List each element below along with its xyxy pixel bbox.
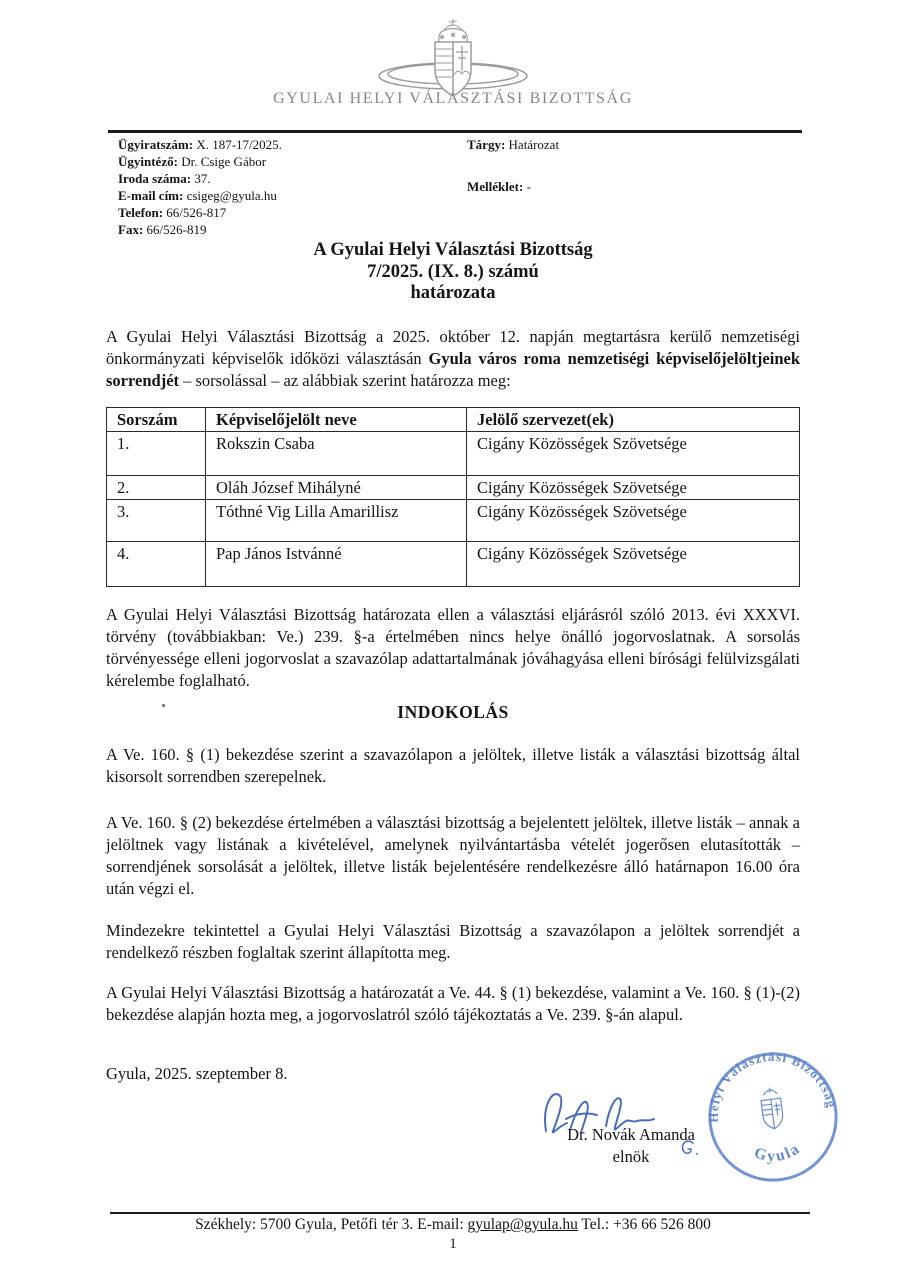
case-meta-block	[118, 136, 282, 238]
meta-value: X. 187-17/2025.	[193, 137, 282, 152]
meta-value: 37.	[191, 171, 211, 186]
cell-number: 3.	[107, 500, 206, 542]
stamp-coat-of-arms-icon	[760, 1086, 785, 1129]
org-name: GYULAI HELYI VÁLASZTÁSI BIZOTTSÁG	[273, 90, 633, 107]
meta-label: Melléklet:	[467, 179, 524, 194]
table-row	[107, 500, 800, 542]
meta-label: E-mail cím:	[118, 188, 184, 203]
meta-line-attachment	[467, 178, 559, 195]
document-title	[0, 240, 906, 305]
cell-name: Pap János Istvánné	[206, 542, 467, 587]
meta-line-phone	[118, 204, 282, 221]
legal-remedy-paragraph: A Gyulai Helyi Választási Bizottság határozata ellen a választási eljárásról szóló 2013. évi XXXVI. törvény (továbbiakban: Ve.) 239. §-a értelmében nincs helye önálló jogorvoslatnak. A sorsolás törvényessége elleni jogorvoslat a szavazólap adattartalmának jóváhagyása elleni bírósági felülvizsgálati kérelembe foglalható.	[106, 605, 800, 690]
signer-role: elnök	[612, 1147, 650, 1166]
stamp-bottom-text: Gyula	[752, 1139, 804, 1165]
footer-text-after: Tel.: +36 66 526 800	[577, 1216, 711, 1233]
p1-text-before: A Gyulai Helyi Választási Bizottság a 2025. október 12. napján megtartásra kerülő nemzetiségi önkormányzati képviselők időközi választásán	[106, 327, 800, 368]
cell-number: 4.	[107, 542, 206, 587]
cell-name: Oláh József Mihályné	[206, 476, 467, 500]
cell-org: Cigány Közösségek Szövetsége	[467, 432, 800, 476]
reasoning-paragraph-4: A Gyulai Helyi Választási Bizottság a határozatát a Ve. 44. § (1) bekezdése, valamint a Ve. 160. § (1)-(2) bekezdése alapján hozta meg, a jogorvoslatról szóló tájékoztatás a Ve. 239. §-án alapul.	[106, 983, 800, 1024]
meta-line-clerk	[118, 153, 282, 170]
meta-value: 66/526-819	[143, 222, 207, 237]
meta-line-subject	[467, 136, 559, 153]
meta-label: Ügyiratszám:	[118, 137, 194, 152]
meta-value: -	[523, 179, 531, 194]
meta-label: Fax:	[118, 222, 144, 237]
cell-org: Cigány Közösségek Szövetsége	[467, 500, 800, 542]
cell-number: 2.	[107, 476, 206, 500]
title-line-1: A Gyulai Helyi Választási Bizottság	[313, 240, 593, 260]
col-header-org: Jelölő szervezet(ek)	[467, 408, 800, 432]
official-round-stamp	[696, 1040, 850, 1194]
header-rule	[108, 130, 802, 133]
cell-number: 1.	[107, 432, 206, 476]
signer-name: Dr. Novák Amanda	[567, 1125, 695, 1144]
meta-line-case-number	[118, 136, 282, 153]
cell-org: Cigány Közösségek Szövetsége	[467, 542, 800, 587]
decision-paragraph	[106, 326, 800, 392]
table-row	[107, 432, 800, 476]
col-header-number: Sorszám	[107, 408, 206, 432]
cell-name: Rokszin Csaba	[206, 432, 467, 476]
meta-value: csigeg@gyula.hu	[183, 188, 277, 203]
candidate-order-table	[106, 407, 800, 587]
reasoning-paragraph-1: A Ve. 160. § (1) bekezdése szerint a szavazólapon a jelöltek, illetve listák a választási bizottság által kisorsolt sorrendben szerepelnek.	[106, 745, 800, 786]
stamp-arc-text: Helyi Választási Bizottság	[706, 1049, 839, 1123]
reasoning-paragraph-2: A Ve. 160. § (2) bekezdése értelmében a választási bizottság a bejelentett jelöltek, illetve listák – annak a jelöltnek vagy listának a kivételével, amelynek nyilvántartásba vételét jogerősen elutasították – sorrendjének sorsolását a jelöltek, illetve listák bejelentésére rendelkezésre álló határnapon 16.00 óra után végzi el.	[106, 813, 800, 898]
p1-text-after: – sorsolással – az alábbiak szerint határozza meg:	[179, 371, 511, 390]
handwritten-initial-mark	[678, 1138, 700, 1158]
meta-label: Telefon:	[118, 205, 164, 220]
meta-label: Iroda száma:	[118, 171, 192, 186]
svg-text:Gyula	[750, 1139, 805, 1168]
date-place-line: Gyula, 2025. szeptember 8.	[106, 1064, 288, 1083]
footer-contact-line	[0, 1216, 906, 1234]
title-line-3: határozata	[410, 283, 496, 303]
meta-line-email	[118, 187, 282, 204]
title-line-2: 7/2025. (IX. 8.) számú	[367, 261, 539, 282]
meta-value: Határozat	[505, 137, 560, 152]
meta-label: Ügyintéző:	[118, 154, 178, 169]
footer-text-before: Székhely: 5700 Gyula, Petőfi tér 3. E-mail:	[195, 1216, 468, 1233]
meta-label: Tárgy:	[467, 137, 506, 152]
table-header-row	[107, 408, 800, 432]
footer-email-link[interactable]: gyulap@gyula.hu	[467, 1216, 578, 1233]
col-header-name: Képviselőjelölt neve	[206, 408, 467, 432]
reasoning-paragraph-3: Mindezekre tekintettel a Gyulai Helyi Választási Bizottság a szavazólapon a jelöltek sorrendjét a rendelkező részben foglaltak szerint állapította meg.	[106, 921, 800, 962]
p1-bold-text: Gyula város roma nemzetiségi képviselőjelöltjeinek sorrendjét	[106, 349, 800, 390]
footer-rule	[110, 1212, 810, 1214]
table-row	[107, 476, 800, 500]
cell-org: Cigány Közösségek Szövetsége	[467, 476, 800, 500]
meta-value: Dr. Csige Gábor	[177, 154, 267, 169]
subject-meta-block	[467, 136, 559, 195]
table-row	[107, 542, 800, 587]
meta-line-office	[118, 170, 282, 187]
page-number: 1	[449, 1236, 457, 1252]
cell-name: Tóthné Vig Lilla Amarillisz	[206, 500, 467, 542]
meta-line-fax	[118, 221, 282, 238]
meta-value: 66/526-817	[163, 205, 227, 220]
section-heading-indokolas: INDOKOLÁS	[397, 702, 509, 722]
svg-text:Helyi Választási Bizottság	[699, 1042, 839, 1124]
